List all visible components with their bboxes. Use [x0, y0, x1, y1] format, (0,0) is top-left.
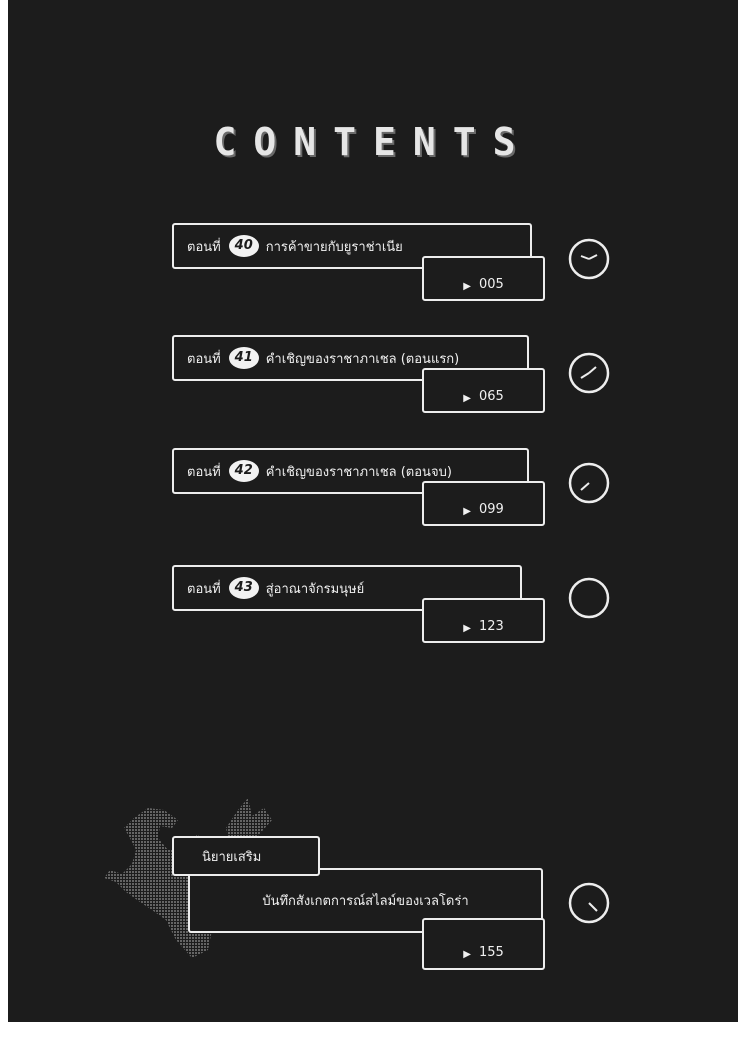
page-number-box[interactable]	[422, 598, 545, 643]
page-number-box[interactable]	[422, 368, 545, 413]
episode-number-badge: 42	[229, 460, 259, 482]
toc-entry[interactable]	[8, 335, 738, 435]
episode-label: ตอนที่	[187, 239, 221, 255]
page-number-box[interactable]	[422, 481, 545, 526]
contents-page	[8, 0, 738, 1022]
contents-heading: CONTENTS	[213, 120, 533, 164]
special-story-title: บันทึกสังเกตการณ์สไลม์ของเวลโดร่า	[262, 894, 469, 909]
page-number: 005	[478, 277, 504, 292]
episode-label: ตอนที่	[187, 351, 221, 367]
clock-icon	[566, 880, 612, 926]
play-icon: ▶	[463, 281, 471, 292]
episode-number-badge: 40	[229, 235, 259, 257]
page-number: 065	[478, 389, 504, 404]
page-number-box[interactable]	[422, 918, 545, 970]
play-icon: ▶	[463, 623, 471, 634]
clock-icon	[566, 460, 612, 506]
clock-icon	[566, 236, 612, 282]
page-number: 123	[478, 619, 504, 634]
clock-icon	[566, 575, 612, 621]
page-number: 155	[478, 945, 504, 960]
special-story-tag-label: นิยายเสริม	[202, 849, 262, 865]
episode-label: ตอนที่	[187, 464, 221, 480]
page-number-box[interactable]	[422, 256, 545, 301]
episode-number-badge: 43	[229, 577, 259, 599]
play-icon: ▶	[463, 949, 471, 960]
page-number: 099	[478, 502, 504, 517]
chapter-title: คำเชิญของราชาภาเชล (ตอนจบ)	[265, 464, 452, 480]
chapter-title: สู่อาณาจักรมนุษย์	[265, 581, 365, 597]
toc-entry[interactable]	[8, 448, 738, 548]
play-icon: ▶	[463, 506, 471, 517]
chapter-title: คำเชิญของราชาภาเชล (ตอนแรก)	[265, 351, 460, 367]
play-icon: ▶	[463, 393, 471, 404]
toc-entry[interactable]	[8, 223, 738, 323]
clock-icon	[566, 350, 612, 396]
chapter-title: การค้าขายกับยูราช่าเนีย	[265, 239, 403, 255]
special-story-tag[interactable]	[172, 836, 320, 876]
episode-number-badge: 41	[229, 347, 259, 369]
toc-entry[interactable]	[8, 565, 738, 665]
episode-label: ตอนที่	[187, 581, 221, 597]
